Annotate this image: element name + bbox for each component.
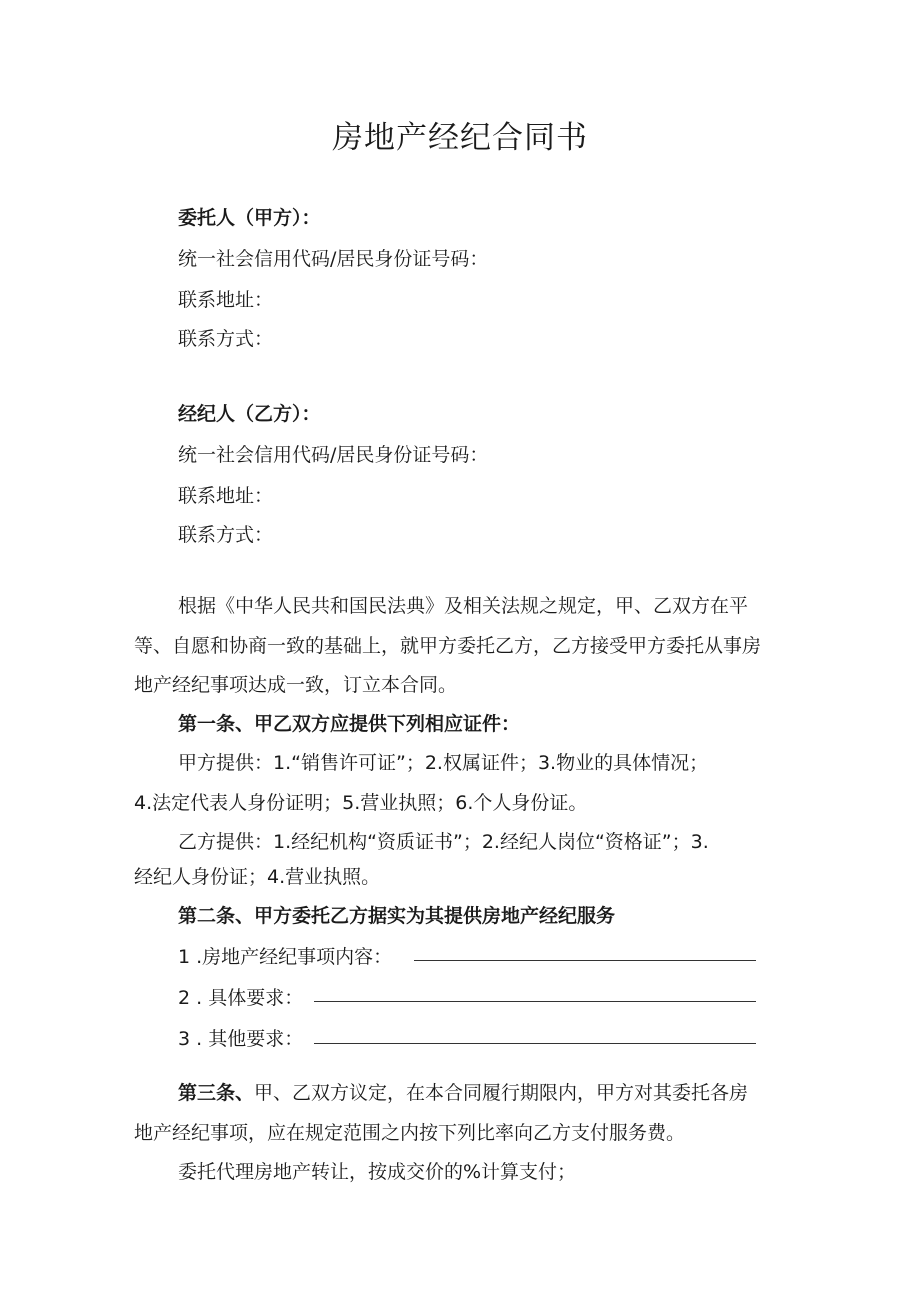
article-2-item [178, 1024, 303, 1051]
article-3-first-line [178, 1078, 748, 1105]
party-a-heading: 委托人（甲方）： [178, 207, 321, 229]
article-3-line: 甲、乙双方议定，在本合同履行期限内，甲方对其委托各房 [254, 1082, 749, 1104]
preamble-line: 根据《中华人民共和国民法典》及相关法规之规定，甲、乙双方在平 [178, 595, 749, 617]
article-1-party-b-line: 经纪人身份证；4.营业执照。 [134, 866, 381, 888]
fill-in-blank[interactable] [314, 985, 756, 1002]
party-a-address-label: 联系地址： [178, 289, 274, 311]
party-a-contact-label: 联系方式： [178, 328, 274, 350]
fill-in-blank[interactable] [314, 1027, 756, 1044]
article-2-item-label: 2 . 具体要求： [178, 987, 304, 1009]
article-3-line: 委托代理房地产转让，按成交价的%计算支付； [178, 1161, 577, 1183]
party-b-contact-label: 联系方式： [178, 524, 274, 546]
article-3-heading: 第三条、 [178, 1082, 255, 1104]
fill-in-blank[interactable] [414, 944, 756, 961]
article-2-item-label: 3 . 其他要求： [178, 1028, 304, 1050]
article-1-party-b-line: 乙方提供：1.经纪机构“资质证书”；2.经纪人岗位“资格证”；3. [178, 831, 709, 853]
party-a-id-label: 统一社会信用代码/居民身份证号码： [178, 248, 489, 270]
article-2-item [178, 983, 303, 1010]
party-b-address-label: 联系地址： [178, 485, 274, 507]
document-title: 房地产经纪合同书 [332, 120, 588, 156]
article-2-item-label: 1 .房地产经纪事项内容： [178, 946, 393, 968]
preamble-line: 等、自愿和协商一致的基础上，就甲方委托乙方，乙方接受甲方委托从事房 [134, 635, 762, 657]
article-1-party-a-line: 甲方提供：1.“销售许可证”；2.权属证件；3.物业的具体情况； [178, 752, 709, 774]
preamble-line: 地产经纪事项达成一致，订立本合同。 [134, 674, 458, 696]
party-b-id-label: 统一社会信用代码/居民身份证号码： [178, 444, 489, 466]
article-3-line: 地产经纪事项，应在规定范围之内按下列比率向乙方支付服务费。 [134, 1122, 686, 1144]
article-1-party-a-line: 4.法定代表人身份证明；5.营业执照；6.个人身份证。 [134, 792, 588, 814]
article-1-heading: 第一条、甲乙双方应提供下列相应证件： [178, 713, 521, 735]
article-2-item [178, 942, 392, 969]
party-b-heading: 经纪人（乙方）： [178, 403, 321, 425]
article-2-heading: 第二条、甲方委托乙方据实为其提供房地产经纪服务 [178, 905, 616, 927]
